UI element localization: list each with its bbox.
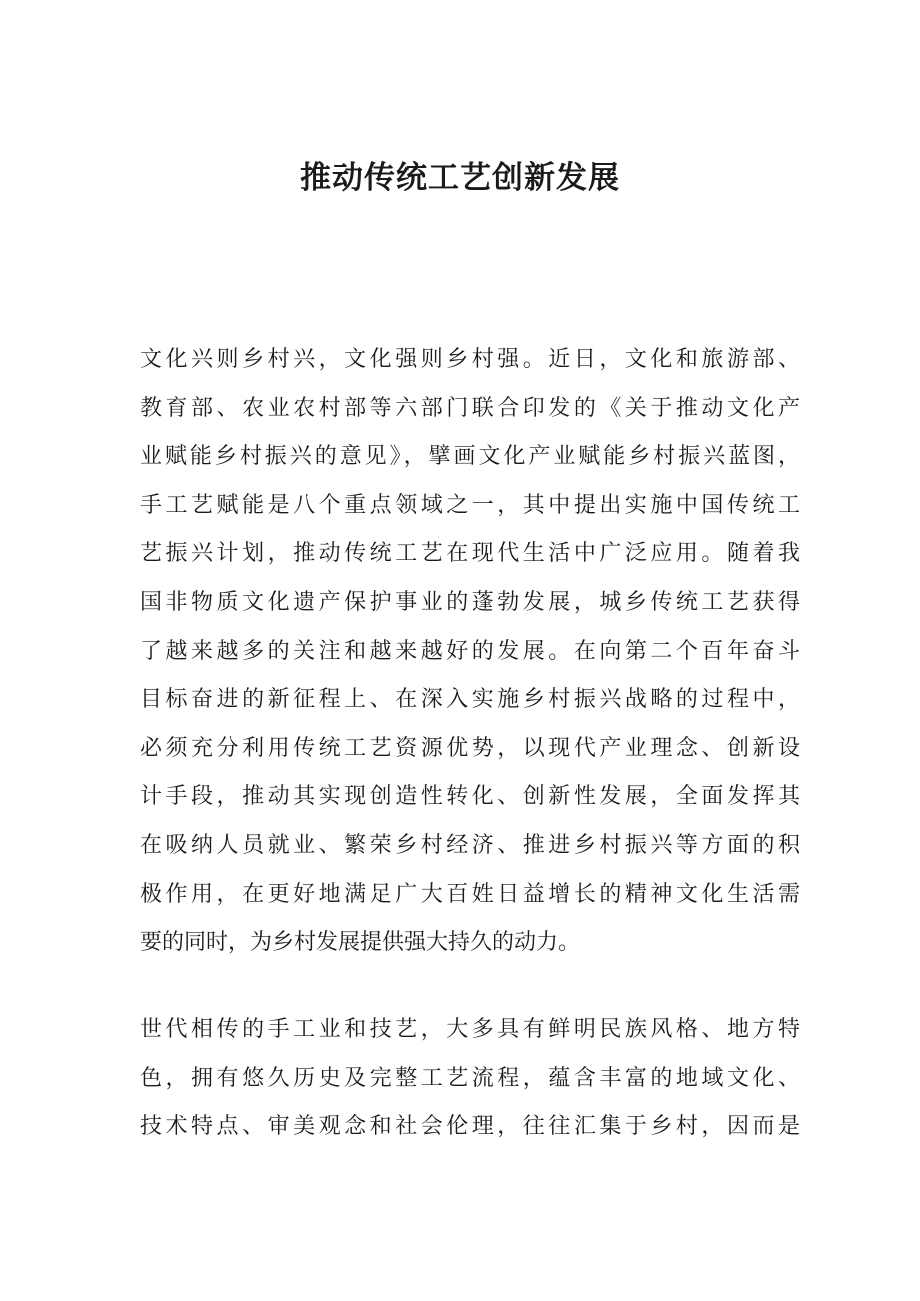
paragraph-line: 手工艺赋能是八个重点领域之一，其中提出实施中国传统工 [140, 492, 800, 518]
paragraph-line: 世代相传的手工业和技艺，大多具有鲜明民族风格、地方特 [140, 1017, 800, 1042]
document-title: 推动传统工艺创新发展 [300, 160, 620, 196]
paragraph-line: 文化兴则乡村兴，文化强则乡村强。近日，文化和旅游部、 [140, 347, 800, 372]
paragraph-line: 国非物质文化遗产保护事业的蓬勃发展，城乡传统工艺获得 [140, 589, 800, 615]
paragraph-line: 色，拥有悠久历史及完整工艺流程，蕴含丰富的地域文化、 [140, 1065, 800, 1091]
paragraph-line: 教育部、农业农村部等六部门联合印发的《关于推动文化产 [140, 395, 800, 421]
paragraph-line: 目标奋进的新征程上、在深入实施乡村振兴战略的过程中， [140, 687, 800, 713]
paragraph-line: 业赋能乡村振兴的意见》，擘画文化产业赋能乡村振兴蓝图， [140, 444, 800, 470]
paragraph-line: 在吸纳人员就业、繁荣乡村经济、推进乡村振兴等方面的积 [140, 832, 800, 858]
paragraph-line: 必须充分利用传统工艺资源优势，以现代产业理念、创新设 [140, 735, 800, 761]
paragraph-line: 艺振兴计划，推动传统工艺在现代生活中广泛应用。随着我 [140, 541, 800, 567]
paragraph-line: 了越来越多的关注和越来越好的发展。在向第二个百年奋斗 [140, 638, 800, 664]
body-paragraph [140, 1006, 800, 1152]
paragraph-line: 技术特点、审美观念和社会伦理，往往汇集于乡村，因而是 [140, 1114, 800, 1140]
paragraph-line: 要的同时，为乡村发展提供强大持久的动力。 [140, 930, 581, 956]
body-paragraph [140, 336, 800, 968]
paragraph-line: 极作用，在更好地满足广大百姓日益增长的精神文化生活需 [140, 881, 800, 907]
paragraph-line: 计手段，推动其实现创造性转化、创新性发展，全面发挥其 [140, 784, 800, 810]
